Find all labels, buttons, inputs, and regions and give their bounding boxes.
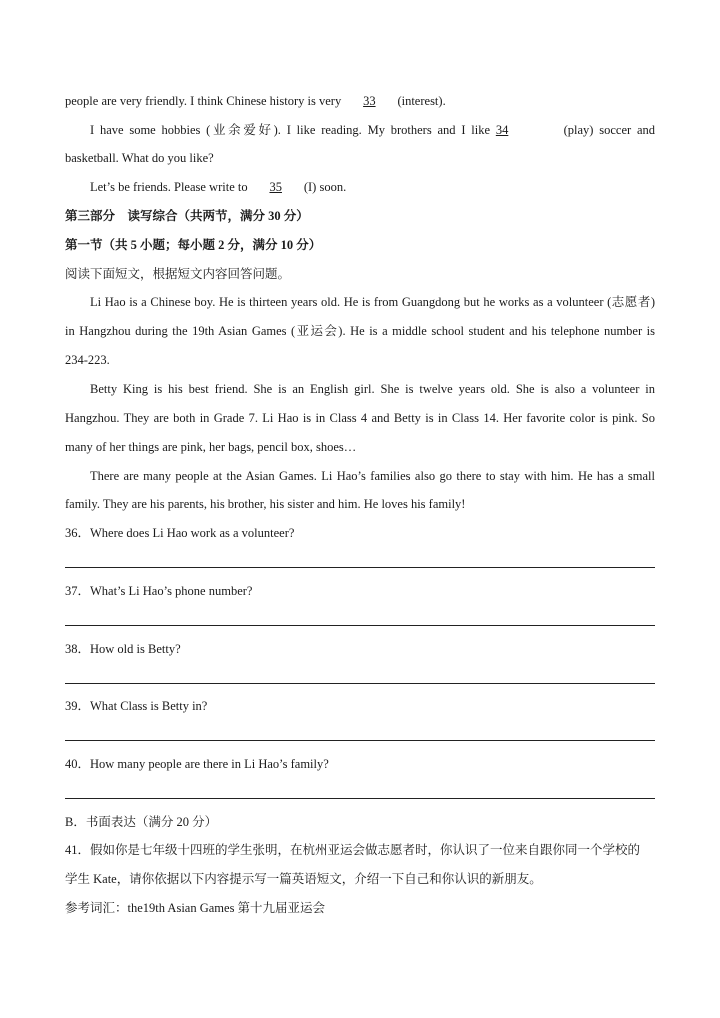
question-37: 37．What’s Li Hao’s phone number? bbox=[65, 584, 253, 598]
answer-line-40[interactable] bbox=[65, 798, 655, 799]
passage-p2-line-1: Betty King is his best friend. She is an English girl. She is twelve years old. She is also a volunteer in bbox=[90, 382, 655, 396]
section-subtitle: 第一节（共 5 小题；每小题 2 分，满分 10 分） bbox=[65, 238, 322, 252]
answer-line-38[interactable] bbox=[65, 683, 655, 684]
question-41-line-1: 41．假如你是七年级十四班的学生张明，在杭州亚运会做志愿者时，你认识了一位来自跟你同一个学校的 bbox=[65, 843, 641, 857]
cloze-line-3: basketball. What do you like? bbox=[65, 151, 214, 165]
cloze-line-2 bbox=[90, 121, 655, 139]
passage-p1-line-2: in Hangzhou during the 19th Asian Games (亚运会). He is a middle school student and his telephone number is bbox=[65, 324, 655, 338]
question-41-line-2: 学生 Kate，请你依据以下内容提示写一篇英语短文，介绍一下自己和你认识的新朋友。 bbox=[65, 872, 542, 886]
passage-p2-line-2: Hangzhou. They are both in Grade 7. Li Hao is in Class 4 and Betty is in Class 14. Her favorite color is pink. So bbox=[65, 411, 655, 425]
passage-p2-line-3: many of her things are pink, her bags, pencil box, shoes… bbox=[65, 440, 357, 454]
writing-title: B．书面表达（满分 20 分） bbox=[65, 815, 218, 829]
passage-p3-line-1: There are many people at the Asian Games. Li Hao’s families also go there to stay with him. He has a small bbox=[90, 469, 655, 483]
passage-p1-line-3: 234-223. bbox=[65, 353, 110, 367]
section-title: 第三部分 读写综合（共两节，满分 30 分） bbox=[65, 209, 309, 223]
question-36: 36．Where does Li Hao work as a volunteer? bbox=[65, 526, 295, 540]
question-40: 40．How many people are there in Li Hao’s family? bbox=[65, 757, 329, 771]
passage-p1-line-1: Li Hao is a Chinese boy. He is thirteen years old. He is from Guangdong but he works as a volunteer (志愿者) bbox=[90, 295, 655, 309]
cloze-line-1 bbox=[65, 92, 655, 110]
cloze-text: I have some hobbies (业余爱好). I like reading. My brothers and I like bbox=[90, 123, 491, 137]
reading-instruction: 阅读下面短文，根据短文内容回答问题。 bbox=[65, 267, 291, 281]
question-38: 38．How old is Betty? bbox=[65, 642, 181, 656]
blank-35: 35 bbox=[269, 180, 282, 194]
cloze-hint: (play) soccer and bbox=[563, 123, 656, 137]
cloze-hint: (I) soon. bbox=[303, 180, 347, 194]
blank-34: 34 bbox=[495, 123, 509, 137]
question-39: 39．What Class is Betty in? bbox=[65, 699, 208, 713]
cloze-text: people are very friendly. I think Chinese history is very bbox=[65, 94, 342, 108]
answer-line-37[interactable] bbox=[65, 625, 655, 626]
cloze-text: Let’s be friends. Please write to bbox=[90, 180, 248, 194]
reference-vocabulary: 参考词汇：the19th Asian Games 第十九届亚运会 bbox=[65, 901, 326, 915]
cloze-hint: (interest). bbox=[397, 94, 446, 108]
answer-line-39[interactable] bbox=[65, 740, 655, 741]
answer-line-36[interactable] bbox=[65, 567, 655, 568]
blank-33: 33 bbox=[363, 94, 376, 108]
passage-p3-line-2: family. They are his parents, his brother, his sister and him. He loves his family! bbox=[65, 497, 466, 511]
cloze-line-4 bbox=[90, 178, 655, 196]
